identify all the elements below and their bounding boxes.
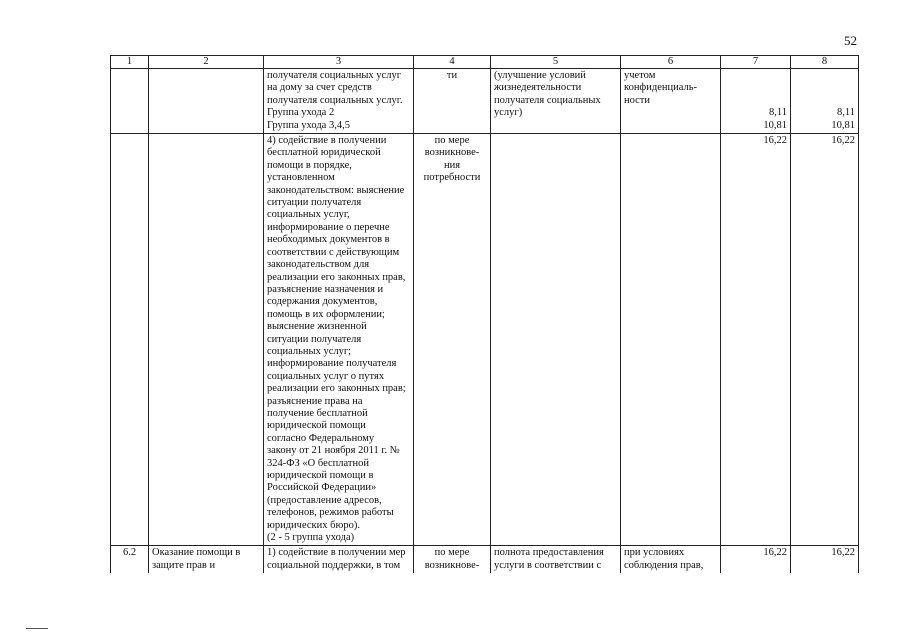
cell-text-line: разъяснение назначения и [267,283,384,295]
cell-text-line: соответствии с действующим [267,246,400,258]
cell-r3-c4 [414,546,491,573]
cell-text-line [794,95,855,107]
cell-text-line: социальной поддержки, в том [267,559,401,571]
cell-text-line: юридических бюро). [267,519,360,531]
cell-text-line: социальных услуг о путях [267,370,385,382]
cell-text-line: 10,81 [763,119,787,131]
cell-text-line: учетом [624,70,656,81]
cell-text-line: услуги в соответствии с [494,559,602,571]
cell-text-line: по мере [434,547,470,559]
cell-text-line: 10,81 [831,119,855,131]
table-row [111,134,859,546]
column-number-8: 8 [791,56,859,69]
column-number-1: 1 [111,56,149,69]
cell-r2-c2 [149,134,264,546]
cell-text-line: 16,22 [763,135,787,147]
cell-r1-c8 [791,69,859,134]
cell-text-line: при условиях [624,547,685,559]
cell-text-line: получателя социальных услуг [267,70,402,81]
cell-r3-c1 [111,546,149,573]
cell-text-line: защите прав и [152,559,216,571]
cell-r1-c2 [149,69,264,134]
cell-r1-c3 [264,69,414,134]
column-number-2: 2 [149,56,264,69]
cell-text-line: информирование получателя [267,358,397,370]
cell-r1-c6 [621,69,721,134]
cell-text-line: по мере [434,135,470,147]
cell-text-line: выяснение жизненной [267,321,367,333]
cell-r1-c1 [111,69,149,134]
cell-text-line: ситуации получателя [267,197,362,209]
cell-text-line: ти [446,70,458,81]
cell-r2-c6 [621,134,721,546]
cell-text-line: помощи в порядке, [267,159,352,171]
page-number: 52 [844,33,857,48]
column-number-3: 3 [264,56,414,69]
cell-r2-c3 [264,134,414,546]
cell-text-line: реализации его законных прав; [267,383,406,395]
cell-r2-c7 [721,134,791,546]
table-row [111,546,859,573]
cell-text-line [724,82,787,94]
cell-r3-c2 [149,546,264,573]
cell-text-line: Оказание помощи в [152,547,241,559]
cell-r2-c4 [414,134,491,546]
cell-text-line: законодательством: выяснение [267,184,405,196]
cell-text-line: 16,22 [831,547,855,559]
cell-text-line: реализации его законных прав, [267,271,406,283]
cell-text-line: соблюдения прав, [624,559,704,571]
cell-text-line: услуг) [494,107,523,119]
cell-text-line: 16,22 [831,135,855,147]
cell-text-line [794,70,855,82]
cell-text-line: ности [624,94,650,106]
cell-text-line: на дому за счет средств [267,82,372,94]
cell-r1-c7 [721,69,791,134]
cell-text-line: 16,22 [763,547,787,559]
cell-text-line: социальных услуг; [267,345,352,357]
cell-text-line: юридической помощи в [267,470,374,481]
cell-text-line: ситуации получателя [267,333,362,345]
cell-r2-c8 [791,134,859,546]
cell-text-line: юридической помощи [267,420,366,432]
cell-text-line: жизнедеятельности [494,82,582,94]
cell-text-line: конфиденциаль- [624,82,697,94]
cell-r1-c5 [491,69,621,134]
cell-text-line: телефонов, режимов работы [267,507,394,519]
cell-text-line: полнота предоставления [494,547,604,559]
cell-text-line: социальных услуг, [267,209,350,221]
cell-r2-c1 [111,134,149,546]
cell-text-line [724,70,787,82]
cell-r3-c5 [491,546,621,573]
cell-r1-c4 [414,69,491,134]
cell-text-line: получение бесплатной [267,407,368,419]
cell-text-line: получателя социальных услуг. [267,94,403,106]
margin-mark [26,628,48,629]
cell-text-line [724,95,787,107]
cell-text-line: закону от 21 ноября 2011 г. № [267,445,400,457]
column-number-5: 5 [491,56,621,69]
cell-text-line: 1) содействие в получении мер [267,547,406,559]
column-number-7: 7 [721,56,791,69]
cell-text-line: Группа ухода 2 [267,107,335,119]
cell-text-line: содержания документов, [267,296,378,308]
cell-text-line [794,82,855,94]
cell-text-line: бесплатной юридической [267,147,381,159]
cell-r2-c5 [491,134,621,546]
header-row [111,56,859,69]
cell-text-line: ния [443,159,461,171]
cell-text-line: 8,11 [769,107,787,119]
column-number-4: 4 [414,56,491,69]
cell-text-line: Российской Федерации» [267,482,377,494]
cell-text-line: 4) содействие в получении [267,135,387,147]
cell-text-line: законодательством для [267,259,370,271]
cell-text-line: (улучшение условий [494,70,586,81]
cell-text-line: 8,11 [837,107,855,119]
cell-text-line: возникнове- [424,147,480,159]
cell-text-line: возникнове- [424,559,480,571]
cell-text-line: потребности [423,172,481,184]
table-row [111,69,859,134]
cell-text-line: (предоставление адресов, [267,494,382,506]
cell-text-line: установленном [267,172,335,184]
cell-text-line: Группа ухода 3,4,5 [267,119,350,131]
cell-text-line: разъяснение права на [267,395,363,407]
cell-r3-c8 [791,546,859,573]
cell-text-line: 324-ФЗ «О бесплатной [267,457,369,469]
cell-text-line: (2 - 5 группа ухода) [267,532,355,544]
cell-text-line: необходимых документов в [267,234,390,246]
cell-r3-c6 [621,546,721,573]
cell-text-line: информирование о перечне [267,221,390,233]
cell-text-line: согласно Федеральному [267,432,375,444]
column-number-6: 6 [621,56,721,69]
cell-r3-c7 [721,546,791,573]
document-table [110,55,859,573]
cell-r3-c3 [264,546,414,573]
cell-text-line: 6.2 [122,547,137,559]
cell-text-line: помощь в их оформлении; [267,308,385,320]
cell-text-line: получателя социальных [494,94,601,106]
